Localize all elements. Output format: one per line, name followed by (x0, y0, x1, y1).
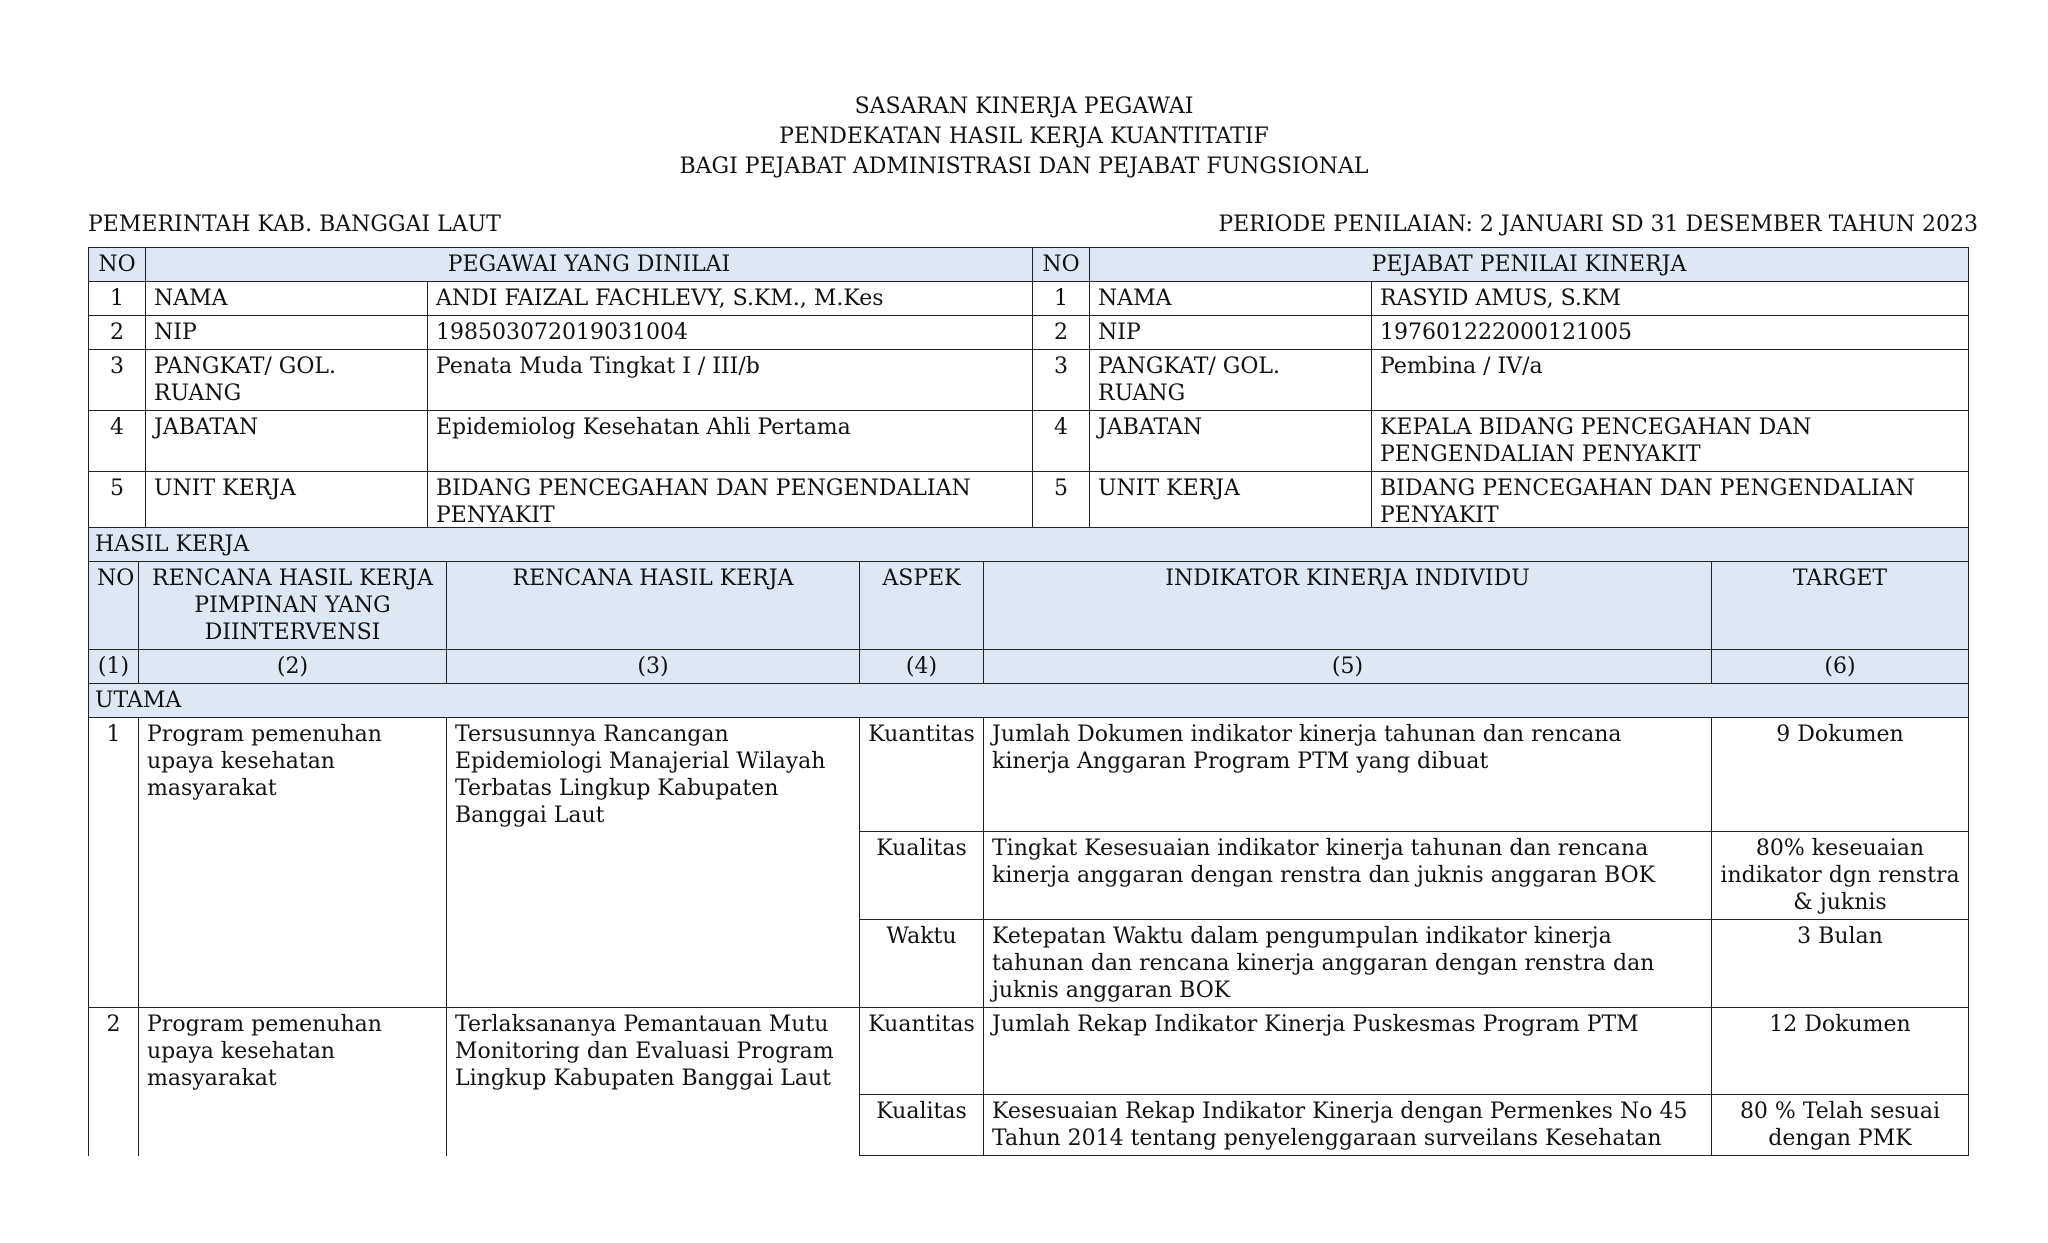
document-titles (0, 92, 2048, 182)
penilai-value: 197601222000121005 (1372, 316, 1969, 350)
item-indikator: Ketepatan Waktu dalam pengumpulan indikator kinerja tahunan dan rencana kinerja anggaran dengan renstra dan juknis anggaran BOK (984, 920, 1712, 1008)
col-number: (4) (860, 650, 984, 684)
table-row (89, 718, 1969, 832)
col-header: RENCANA HASIL KERJA (447, 562, 860, 650)
utama-group-label: UTAMA (89, 684, 1969, 718)
col-number: (1) (89, 650, 139, 684)
periode-label: PERIODE PENILAIAN: 2 JANUARI SD 31 DESEMBER TAHUN 2023 (1218, 212, 1978, 237)
item-aspek: Waktu (860, 920, 984, 1008)
item-rencana: Terlaksananya Pemantauan Mutu Monitoring dan Evaluasi Program Lingkup Kabupaten Banggai Laut (447, 1008, 860, 1156)
pegawai-value: Epidemiolog Kesehatan Ahli Pertama (428, 411, 1033, 472)
item-pimpinan: Program pemenuhan upaya kesehatan masyarakat (139, 718, 447, 1008)
row-no: 5 (1033, 472, 1090, 533)
row-no: 3 (1033, 350, 1090, 411)
identity-row (89, 350, 1969, 411)
identity-row (89, 411, 1969, 472)
no-header-left: NO (89, 248, 146, 282)
row-no: 3 (89, 350, 146, 411)
row-no: 1 (1033, 282, 1090, 316)
row-label: NAMA (1090, 282, 1372, 316)
row-label: NAMA (146, 282, 428, 316)
instansi-label: PEMERINTAH KAB. BANGGAI LAUT (88, 212, 501, 237)
hasil-kerja-section: HASIL KERJA (89, 528, 1969, 562)
penilai-header: PEJABAT PENILAI KINERJA (1090, 248, 1969, 282)
pegawai-value: ANDI FAIZAL FACHLEVY, S.KM., M.Kes (428, 282, 1033, 316)
no-header-right: NO (1033, 248, 1090, 282)
item-indikator: Tingkat Kesesuaian indikator kinerja tahunan dan rencana kinerja anggaran dengan renstra dan juknis anggaran BOK (984, 832, 1712, 920)
row-label: NIP (1090, 316, 1372, 350)
identity-row (89, 282, 1969, 316)
item-indikator: Jumlah Dokumen indikator kinerja tahunan dan rencana kinerja Anggaran Program PTM yang dibuat (984, 718, 1712, 832)
row-label: UNIT KERJA (1090, 472, 1372, 533)
title-line-1: SASARAN KINERJA PEGAWAI (854, 94, 1194, 119)
col-header: RENCANA HASIL KERJA PIMPINAN YANG DIINTERVENSI (139, 562, 447, 650)
row-label: PANGKAT/ GOL. RUANG (146, 350, 428, 411)
row-label: JABATAN (1090, 411, 1372, 472)
item-no: 2 (89, 1008, 139, 1156)
penilai-value: KEPALA BIDANG PENCEGAHAN DAN PENGENDALIAN PENYAKIT (1372, 411, 1969, 472)
col-header: ASPEK (860, 562, 984, 650)
item-no: 1 (89, 718, 139, 1008)
col-number: (6) (1712, 650, 1969, 684)
item-aspek: Kuantitas (860, 718, 984, 832)
item-pimpinan: Program pemenuhan upaya kesehatan masyarakat (139, 1008, 447, 1156)
penilai-value: BIDANG PENCEGAHAN DAN PENGENDALIAN PENYAKIT (1372, 472, 1969, 533)
pegawai-value: Penata Muda Tingkat I / III/b (428, 350, 1033, 411)
pegawai-value: 198503072019031004 (428, 316, 1033, 350)
identity-table (88, 247, 1969, 533)
row-no: 4 (89, 411, 146, 472)
item-indikator: Jumlah Rekap Indikator Kinerja Puskesmas Program PTM (984, 1008, 1712, 1095)
col-number: (3) (447, 650, 860, 684)
penilai-value: RASYID AMUS, S.KM (1372, 282, 1969, 316)
row-label: NIP (146, 316, 428, 350)
pegawai-value: BIDANG PENCEGAHAN DAN PENGENDALIAN PENYAKIT (428, 472, 1033, 533)
title-line-2: PENDEKATAN HASIL KERJA KUANTITATIF (779, 124, 1269, 149)
table-row (89, 1008, 1969, 1095)
item-target: 3 Bulan (1712, 920, 1969, 1008)
item-aspek: Kualitas (860, 1095, 984, 1156)
item-target: 80% keseuaian indikator dgn renstra & juknis (1712, 832, 1969, 920)
row-no: 5 (89, 472, 146, 533)
hasil-kerja-table (88, 527, 1969, 1156)
identity-row (89, 472, 1969, 533)
row-label: PANGKAT/ GOL. RUANG (1090, 350, 1372, 411)
item-target: 9 Dokumen (1712, 718, 1969, 832)
row-no: 2 (1033, 316, 1090, 350)
row-label: UNIT KERJA (146, 472, 428, 533)
item-rencana: Tersusunnya Rancangan Epidemiologi Manajerial Wilayah Terbatas Lingkup Kabupaten Banggai Laut (447, 718, 860, 1008)
penilai-value: Pembina / IV/a (1372, 350, 1969, 411)
row-no: 2 (89, 316, 146, 350)
item-aspek: Kuantitas (860, 1008, 984, 1095)
col-number: (2) (139, 650, 447, 684)
col-header: INDIKATOR KINERJA INDIVIDU (984, 562, 1712, 650)
item-target: 80 % Telah sesuai dengan PMK (1712, 1095, 1969, 1156)
pegawai-header: PEGAWAI YANG DINILAI (146, 248, 1033, 282)
col-header: NO (89, 562, 139, 650)
row-label: JABATAN (146, 411, 428, 472)
col-header: TARGET (1712, 562, 1969, 650)
row-no: 4 (1033, 411, 1090, 472)
identity-row (89, 316, 1969, 350)
col-number: (5) (984, 650, 1712, 684)
title-line-3: BAGI PEJABAT ADMINISTRASI DAN PEJABAT FUNGSIONAL (679, 154, 1369, 179)
item-target: 12 Dokumen (1712, 1008, 1969, 1095)
item-aspek: Kualitas (860, 832, 984, 920)
item-indikator: Kesesuaian Rekap Indikator Kinerja dengan Permenkes No 45 Tahun 2014 tentang penyelenggaraan surveilans Kesehatan (984, 1095, 1712, 1156)
row-no: 1 (89, 282, 146, 316)
